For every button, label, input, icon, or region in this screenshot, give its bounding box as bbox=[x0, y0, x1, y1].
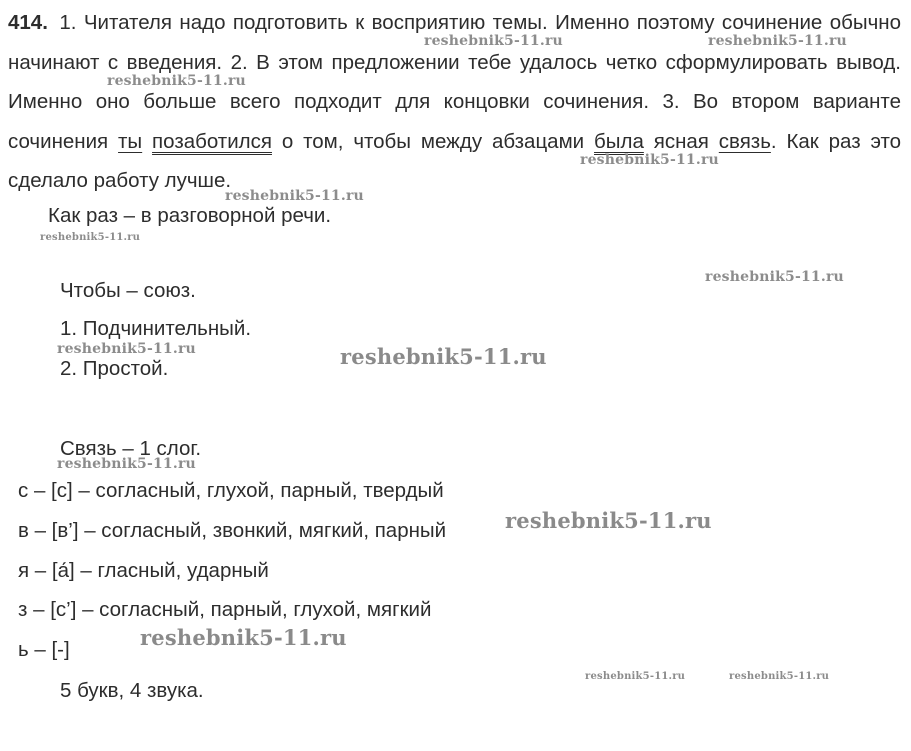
note-item-1: 1. Подчинительный. bbox=[60, 317, 252, 340]
predicate-word-2: была bbox=[594, 129, 644, 153]
exercise-text-part-3: ясная bbox=[653, 129, 709, 153]
subject-word-2: связь bbox=[718, 129, 771, 153]
watermark: reshebnik5-11.ru bbox=[585, 671, 686, 682]
watermark: reshebnik5-11.ru bbox=[140, 625, 347, 650]
watermark: reshebnik5-11.ru bbox=[505, 508, 712, 533]
letter-row: с – [с] – согласный, глухой, парный, твердый bbox=[18, 479, 444, 502]
watermark: reshebnik5-11.ru bbox=[340, 344, 547, 369]
watermark: reshebnik5-11.ru bbox=[729, 671, 830, 682]
note-kak-raz: Как раз – в разговорной речи. bbox=[48, 204, 332, 227]
exercise-number: 414. bbox=[8, 11, 48, 34]
exercise-text-part-4: . Как раз это сделало работу лучше. bbox=[8, 129, 902, 192]
watermark: reshebnik5-11.ru bbox=[580, 152, 719, 168]
watermark: reshebnik5-11.ru bbox=[705, 269, 844, 285]
letter-row: я – [а́] – гласный, ударный bbox=[18, 559, 269, 582]
predicate-word: позаботился bbox=[152, 129, 272, 153]
watermark: reshebnik5-11.ru bbox=[107, 73, 246, 89]
note-chtoby: Чтобы – союз. bbox=[60, 279, 196, 302]
letter-row: в – [в’] – согласный, звонкий, мягкий, парный bbox=[18, 519, 447, 542]
exercise-text-part-2: о том, чтобы между абзацами bbox=[281, 129, 585, 153]
letter-row: з – [с’] – согласный, парный, глухой, мягкий bbox=[18, 598, 432, 621]
watermark: reshebnik5-11.ru bbox=[40, 232, 141, 243]
watermark: reshebnik5-11.ru bbox=[57, 456, 196, 472]
note-item-2: 2. Простой. bbox=[60, 357, 169, 380]
analysis-summary: 5 букв, 4 звука. bbox=[60, 679, 204, 702]
letter-row: ь – [-] bbox=[18, 638, 70, 661]
exercise-text-part-1: 1. Читателя надо подготовить к восприятию темы. Именно поэтому сочинение обычно начинают с введения. 2. В этом предложении тебе удалось четко сформулировать вывод. Именно оно больше всего подходит для концовки сочинения. 3. Во втором варианте сочинения bbox=[8, 11, 901, 153]
analysis-heading: Связь – 1 слог. bbox=[60, 437, 202, 460]
watermark: reshebnik5-11.ru bbox=[57, 341, 196, 357]
watermark: reshebnik5-11.ru bbox=[708, 33, 847, 49]
subject-word: ты bbox=[118, 129, 143, 153]
watermark: reshebnik5-11.ru bbox=[424, 33, 563, 49]
watermark: reshebnik5-11.ru bbox=[225, 188, 364, 204]
